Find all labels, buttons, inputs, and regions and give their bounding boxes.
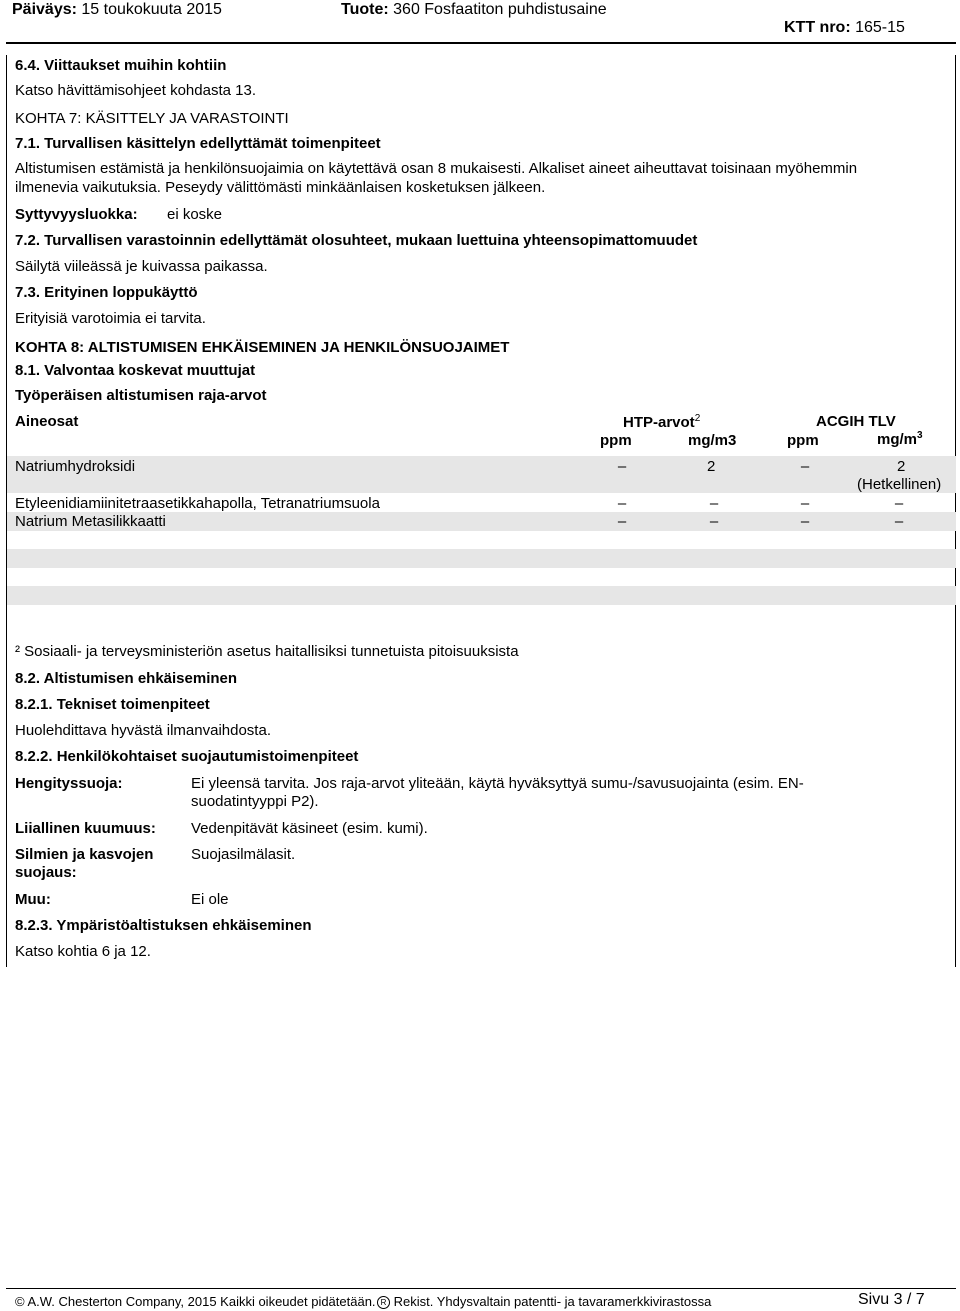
section-7-1-line2: ilmenevia vaikutuksia. Peseydy välittömästi minkäänlaisen kosketuksen jälkeen. [15,179,546,196]
section-8-2-1-title: 8.2.1. Tekniset toimenpiteet [15,696,210,713]
footer-divider [6,1288,956,1289]
footer-page-number: Sivu 3 / 7 [858,1291,925,1308]
section-7-3-title: 7.3. Erityinen loppukäyttö [15,284,198,301]
section-7-1-line1: Altistumisen estämistä ja henkilönsuojaimia on käytettävä osan 8 mukaisesti. Alkaliset aineet aiheuttavat toisinaan myöhemmin [15,160,858,177]
table-row-stripe [7,456,956,493]
row-1-htp-mg: 2 [707,458,716,475]
col-acgih-header: ACGIH TLV [816,413,896,430]
frame-right-border [955,55,956,967]
registered-mark-icon: R [377,1296,390,1309]
product-label: Tuote: [341,1,389,18]
flammability-value: ei koske [167,206,223,223]
heat-protection-value: Vedenpitävät käsineet (esim. kumi). [191,820,428,837]
table-row-stripe [7,586,956,605]
kohta-8-title: KOHTA 8: ALTISTUMISEN EHKÄISEMINEN JA HENKILÖNSUOJAIMET [15,339,510,356]
section-8-2-title: 8.2. Altistumisen ehkäiseminen [15,670,238,687]
row-2-htp-mg: – [709,495,719,512]
respiratory-protection-line2: suodatintyyppi P2). [191,793,319,810]
section-8-2-3-title: 8.2.3. Ympäristöaltistuksen ehkäiseminen [15,917,312,934]
section-8-2-3-text: Katso kohtia 6 ja 12. [15,943,151,960]
col-htp-header: HTP-arvot$^2$ [623,413,701,431]
product-value: 360 Fosfaatiton puhdistusaine [393,1,607,18]
sub-acgih-mgm3: $mg/m^3$ [877,430,923,448]
document-product [341,1,607,19]
section-6-4-text: Katso hävittämisohjeet kohdasta 13. [15,82,256,99]
other-protection-label: Muu: [15,891,51,908]
date-value: 15 toukokuuta 2015 [81,1,222,18]
flammability-label: Syttyvyysluokka: [15,206,138,223]
table-row-2-name: Etyleenidiamiinitetraasetikkahapolla, Tetranatriumsuola [15,495,380,512]
sub-htp-mgm3: mg/m3 [688,432,737,449]
row-2-acgih-mg: – [894,495,904,512]
sub-acgih-ppm: ppm [787,432,819,449]
eye-protection-value: Suojasilmälasit. [191,846,296,863]
eye-protection-label-2: suojaus: [15,864,77,881]
row-1-htp-ppm: – [617,458,627,475]
row-2-acgih-ppm: – [800,495,810,512]
footer-registration-text: Rekist. Yhdysvaltain patentti- ja tavaramerkkivirastossa [393,1294,712,1309]
sub-htp-ppm: ppm [600,432,632,449]
date-label: Päiväys: [12,1,77,18]
heat-protection-label: Liiallinen kuumuus: [15,820,156,837]
row-3-acgih-ppm: – [800,513,810,530]
respiratory-protection-line1: Ei yleensä tarvita. Jos raja-arvot yliteään, käytä hyväksyttyä sumu-/savusuojainta (esim. EN- [191,775,804,792]
section-6-4-title: 6.4. Viittaukset muihin kohtiin [15,57,227,74]
section-7-2-text: Säilytä viileässä je kuivassa paikassa. [15,258,268,275]
ktt-value: 165-15 [855,19,905,36]
section-7-2-title: 7.2. Turvallisen varastoinnin edellyttämät olosuhteet, mukaan luettuina yhteensopimattomuudet [15,232,698,249]
row-2-htp-ppm: – [617,495,627,512]
footer-registration [377,1294,711,1309]
frame-left-border [6,55,7,967]
section-8-1-title: 8.1. Valvontaa koskevat muuttujat [15,362,256,379]
kohta-7-title: KOHTA 7: KÄSITTELY JA VARASTOINTI [15,110,289,127]
row-1-acgih-mg: 2 [897,458,906,475]
col-ingredient-header: Aineosat [15,413,79,430]
section-7-3-text: Erityisiä varotoimia ei tarvita. [15,310,206,327]
document-date [12,1,222,19]
row-1-acgih-note: (Hetkellinen) [857,476,942,493]
table-row-stripe [7,549,956,568]
row-3-htp-mg: – [709,513,719,530]
eye-protection-label-1: Silmien ja kasvojen [15,846,154,863]
footer-copyright: © A.W. Chesterton Company, 2015 Kaikki oikeudet pidätetään. [15,1294,376,1309]
table-row-1-name: Natriumhydroksidi [15,458,136,475]
header-divider [6,42,956,44]
row-1-acgih-ppm: – [800,458,810,475]
row-3-acgih-mg: – [894,513,904,530]
section-7-1-title: 7.1. Turvallisen käsittelyn edellyttämät toimenpiteet [15,135,381,152]
table-footnote: ² Sosiaali- ja terveysministeriön asetus haitallisiksi tunnetuista pitoisuuksista [15,643,519,660]
htp-footnote-mark: 2 [694,413,701,424]
section-8-2-2-title: 8.2.2. Henkilökohtaiset suojautumistoimenpiteet [15,748,359,765]
other-protection-value: Ei ole [191,891,229,908]
respiratory-protection-label: Hengityssuoja: [15,775,123,792]
row-3-htp-ppm: – [617,513,627,530]
table-row-3-name: Natrium Metasilikkaatti [15,513,166,530]
exposure-limits-title: Työperäisen altistumisen raja-arvot [15,387,267,404]
section-8-2-1-text: Huolehdittava hyvästä ilmanvaihdosta. [15,722,271,739]
document-ktt-number [784,19,905,37]
ktt-label: KTT nro: [784,19,851,36]
